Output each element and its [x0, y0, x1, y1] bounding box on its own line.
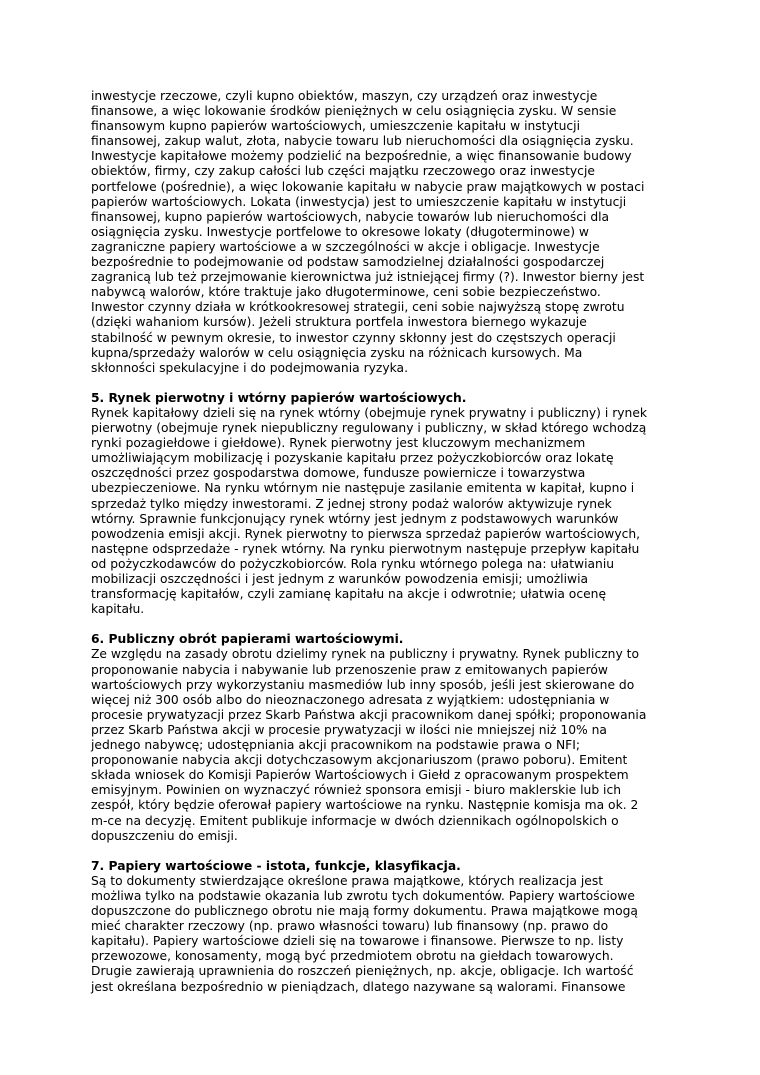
section-heading: 5. Rynek pierwotny i wtórny papierów wartościowych.	[91, 390, 467, 405]
section-primary-secondary-market	[91, 391, 671, 617]
paragraph-line: m-ce na decyzję. Emitent publikuje informacje w dwóch dziennikach ogólnopolskich o	[91, 813, 619, 828]
paragraph-line: inwestycje rzeczowe, czyli kupno obiektów, maszyn, czy urządzeń oraz inwestycje	[91, 89, 598, 103]
paragraph-line: od pożyczkodawców do pożyczkobiorców. Rola rynku wtórnego polega na: ułatwianiu	[91, 556, 615, 571]
paragraph-line: oszczędności przez gospodarstwa domowe, fundusze powiernicze i towarzystwa	[91, 466, 586, 481]
paragraph-line: składa wniosek do Komisji Papierów Wartościowych i Giełd z opracowanym prospektem	[91, 768, 629, 783]
section-securities-nature	[91, 859, 671, 995]
document-page	[91, 89, 671, 995]
paragraph-line: Drugie zawierają uprawnienia do roszczeń pieniężnych, np. akcje, obligacje. Ich wartość	[91, 964, 634, 979]
paragraph-line: wartościowych przy wykorzystaniu masmediów lub inny sposób, jeśli jest skierowane do	[91, 677, 635, 692]
paragraph-line: Inwestor czynny działa w krótkookresowej strategii, ceni sobie najwyższą stopę zwrotu	[91, 300, 625, 315]
paragraph-line: skłonności spekulacyjne i do podejmowania ryzyka.	[91, 360, 408, 375]
paragraph-line: finansowej, zakup walut, złota, nabycie towaru lub nieruchomości dla osiągnięcia zysku.	[91, 134, 634, 149]
paragraph-line: proponowanie nabycia akcji dotychczasowym akcjonariuszom (prawo poboru). Emitent	[91, 753, 628, 768]
paragraph-line: więcej niż 300 osób albo do nieoznaczonego adresata z wyjątkiem: udostępniania w	[91, 692, 610, 707]
paragraph-line: umożliwiającym mobilizację i pozyskanie kapitału przez pożyczkobiorców oraz lokatę	[91, 451, 614, 466]
paragraph-line: przewozowe, konosamenty, mogą być przedmiotem obrotu na giełdach towarowych.	[91, 949, 614, 964]
paragraph-line: zagranicą lub też przejmowanie kierownictwa już istniejącej firmy (?). Inwestor bierny jest	[91, 270, 645, 285]
paragraph-line: (dzięki wahaniom kursów). Jeżeli struktura portfela inwestora biernego wykazuje	[91, 315, 587, 330]
paragraph-line: sprzedaż tylko między inwestorami. Z jednej strony podaż walorów aktywizuje rynek	[91, 496, 612, 511]
paragraph-line: kapitału.	[91, 602, 145, 617]
paragraph-line: emisyjnym. Powinien on wyznaczyć również sponsora emisji - biuro maklerskie lub ich	[91, 783, 622, 798]
paragraph-line: finansowej, kupno papierów wartościowych, nabycie towarów lub nieruchomości dla	[91, 209, 610, 224]
intro-paragraph	[91, 89, 671, 376]
paragraph-line: mieć charakter rzeczowy (np. prawo własności towaru) lub finansowy (np. prawo do	[91, 919, 609, 934]
paragraph-line: rynki pozagiełdowe i giełdowe). Rynek pierwotny jest kluczowym mechanizmem	[91, 436, 586, 451]
paragraph-line: proponowanie nabycia i nabywanie lub przenoszenie praw z emitowanych papierów	[91, 662, 608, 677]
paragraph-line: finansowym kupno papierów wartościowych, umieszczenie kapitału w instytucji	[91, 119, 580, 134]
paragraph-line: jednego nabywcę; udostępniania akcji pracownikom na podstawie prawa o NFI;	[91, 738, 581, 753]
paragraph-line: przez Skarb Państwa akcji w procesie prywatyzacji w ilości nie mniejszej niż 10% na	[91, 722, 607, 737]
paragraph-gap	[91, 376, 671, 391]
paragraph-line: pierwotny (obejmuje rynek niepubliczny regulowany i publiczny, w skład którego wchodzą	[91, 421, 647, 436]
section-heading: 6. Publiczny obrót papierami wartościowymi.	[91, 632, 404, 647]
paragraph-line: portfelowe (pośrednie), a więc lokowanie kapitału w nabycie praw majątkowych w postaci	[91, 179, 645, 194]
paragraph-line: możliwa tylko na podstawie okazania lub zwrotu tych dokumentów. Papiery wartościowe	[91, 888, 635, 903]
paragraph-line: osiągnięcia zysku. Inwestycje portfelowe to okresowe lokaty (długoterminowe) w	[91, 224, 589, 239]
paragraph-line: zespół, który będzie oferował papiery wartościowe na rynku. Następnie komisja ma ok. 2	[91, 798, 639, 813]
section-heading: 7. Papiery wartościowe - istota, funkcje, klasyfikacja.	[91, 858, 461, 873]
paragraph-line: finansowe, a więc lokowanie środków pieniężnych w celu osiągnięcia zysku. W sensie	[91, 104, 617, 119]
paragraph-line: transformację kapitałów, czyli zamianę kapitału na akcje i odwrotnie; ułatwia ocenę	[91, 587, 607, 602]
paragraph-line: zagraniczne papiery wartościowe a w szczególności w akcje i obligacje. Inwestycje	[91, 239, 600, 254]
paragraph-line: bezpośrednie to podejmowanie od podstaw samodzielnej działalności gospodarczej	[91, 255, 605, 270]
paragraph-line: Są to dokumenty stwierdzające określone prawa majątkowe, których realizacja jest	[91, 873, 604, 888]
paragraph-line: ubezpieczeniowe. Na rynku wtórnym nie następuje zasilanie emitenta w kapitał, kupno i	[91, 481, 635, 496]
section-public-trading	[91, 632, 671, 843]
paragraph-line: jest określana bezpośrednio w pieniądzach, dlatego nazywane są walorami. Finansowe	[91, 979, 626, 994]
paragraph-line: następne odsprzedaże - rynek wtórny. Na rynku pierwotnym następuje przepływ kapitału	[91, 541, 640, 556]
paragraph-gap	[91, 617, 671, 632]
paragraph-line: Ze względu na zasady obrotu dzielimy rynek na publiczny i prywatny. Rynek publiczny to	[91, 647, 639, 662]
paragraph-line: Inwestycje kapitałowe możemy podzielić na bezpośrednie, a więc finansowanie budowy	[91, 149, 632, 164]
paragraph-line: dopuszczeniu do emisji.	[91, 828, 238, 843]
paragraph-line: kapitału). Papiery wartościowe dzieli się na towarowe i finansowe. Pierwsze to np. listy	[91, 934, 624, 949]
paragraph-gap	[91, 844, 671, 859]
paragraph-line: wtórny. Sprawnie funkcjonujący rynek wtórny jest jednym z podstawowych warunków	[91, 511, 619, 526]
paragraph-line: powodzenia emisji akcji. Rynek pierwotny to pierwsza sprzedaż papierów wartościowych,	[91, 526, 641, 541]
paragraph-line: obiektów, firmy, czy zakup całości lub części majątku rzeczowego oraz inwestycje	[91, 164, 595, 179]
paragraph-line: papierów wartościowych. Lokata (inwestycja) jest to umieszczenie kapitału w instytucji	[91, 194, 627, 209]
paragraph-line: kupna/sprzedaży walorów w celu osiągnięcia zysku na różnicach kursowych. Ma	[91, 345, 583, 360]
paragraph-line: stabilność w pewnym okresie, to inwestor czynny skłonny jest do częstszych operacji	[91, 330, 616, 345]
paragraph-line: procesie prywatyzacji przez Skarb Państwa akcji pracownikom danej spółki; proponowania	[91, 707, 647, 722]
paragraph-line: Rynek kapitałowy dzieli się na rynek wtórny (obejmuje rynek prywatny i publiczny) i rynek	[91, 405, 648, 420]
paragraph-line: mobilizacji oszczędności i jest jednym z warunków powodzenia emisji; umożliwia	[91, 572, 589, 586]
paragraph-line: dopuszczone do publicznego obrotu nie mają formy dokumentu. Prawa majątkowe mogą	[91, 904, 638, 919]
paragraph-line: nabywcą walorów, które traktuje jako długoterminowe, ceni sobie bezpieczeństwo.	[91, 285, 601, 300]
